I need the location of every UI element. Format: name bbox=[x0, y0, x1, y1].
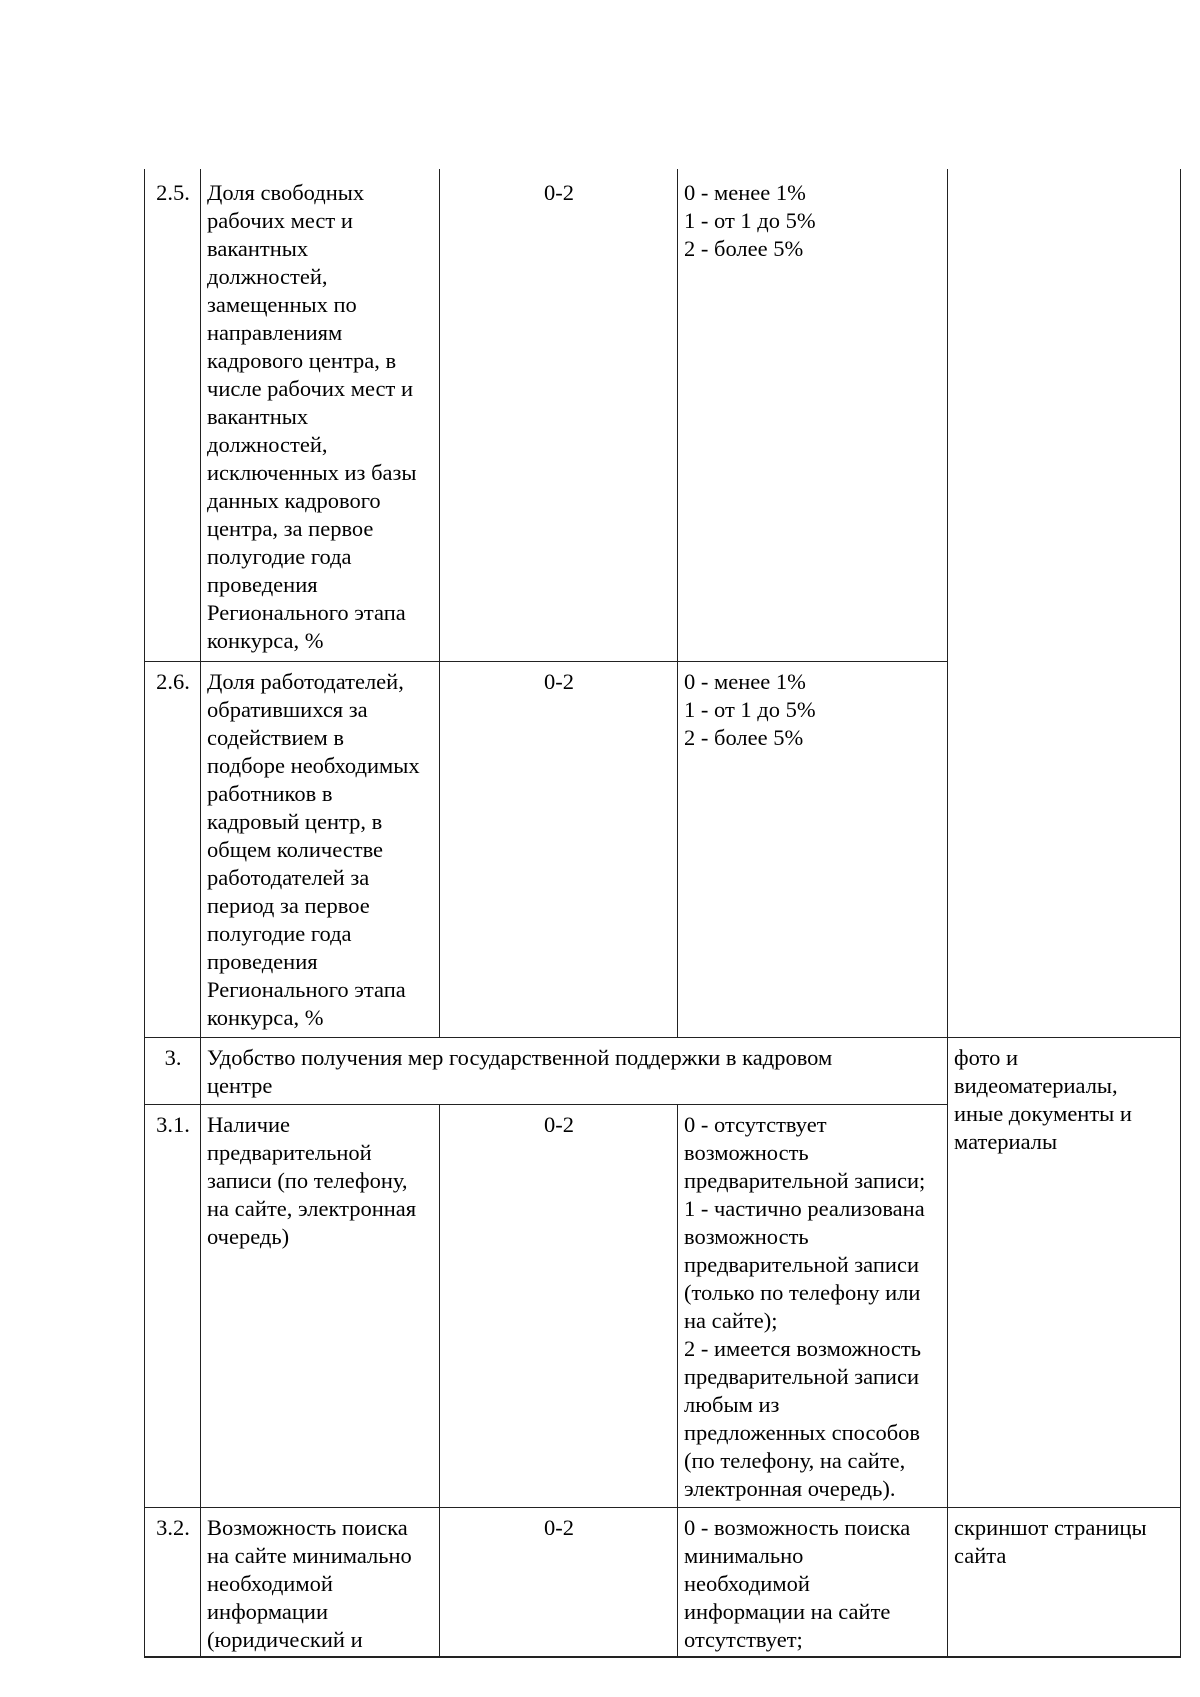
section-title: Удобство получения мер государственной поддержки в кадровом центре bbox=[201, 1037, 948, 1104]
indicator-cell: Возможность поиска на сайте минимально необходимой информации (юридический и bbox=[201, 1507, 440, 1657]
table-row bbox=[145, 169, 1181, 661]
score-range-cell: 0-2 bbox=[440, 661, 678, 1037]
section-row bbox=[145, 1037, 1181, 1104]
section-number: 3. bbox=[145, 1037, 201, 1104]
criteria-cell: 0 - отсутствует возможность предварительной записи; 1 - частично реализована возможность предварительной записи (только по телефону или на сайте); 2 - имеется возможность предварительной записи любым из предложенных способов (по телефону, на сайте, электронная очередь). bbox=[678, 1104, 948, 1507]
row-number: 3.2. bbox=[145, 1507, 201, 1657]
score-range-cell: 0-2 bbox=[440, 169, 678, 661]
row-number: 3.1. bbox=[145, 1104, 201, 1507]
indicator-cell: Доля свободных рабочих мест и вакантных должностей, замещенных по направлениям кадрового центра, в числе рабочих мест и вакантных должностей, исключенных из базы данных кадрового центра, за первое полугодие года проведения Регионального этапа конкурса, % bbox=[201, 169, 440, 661]
criteria-cell: 0 - возможность поиска минимально необходимой информации на сайте отсутствует; bbox=[678, 1507, 948, 1657]
indicator-cell: Доля работодателей, обратившихся за содействием в подборе необходимых работников в кадровый центр, в общем количестве работодателей за период за первое полугодие года проведения Регионального этапа конкурса, % bbox=[201, 661, 440, 1037]
documents-cell: скриншот страницы сайта bbox=[948, 1507, 1181, 1657]
row-number: 2.6. bbox=[145, 661, 201, 1037]
score-range-cell: 0-2 bbox=[440, 1104, 678, 1507]
criteria-cell: 0 - менее 1% 1 - от 1 до 5% 2 - более 5% bbox=[678, 661, 948, 1037]
row-number: 2.5. bbox=[145, 169, 201, 661]
score-range-cell: 0-2 bbox=[440, 1507, 678, 1657]
indicator-cell: Наличие предварительной записи (по телефону, на сайте, электронная очередь) bbox=[201, 1104, 440, 1507]
table-row bbox=[145, 1507, 1181, 1657]
criteria-table bbox=[144, 169, 1181, 1658]
criteria-cell: 0 - менее 1% 1 - от 1 до 5% 2 - более 5% bbox=[678, 169, 948, 661]
documents-cell: фото и видеоматериалы, иные документы и материалы bbox=[948, 1037, 1181, 1507]
documents-cell-empty bbox=[948, 169, 1181, 1037]
